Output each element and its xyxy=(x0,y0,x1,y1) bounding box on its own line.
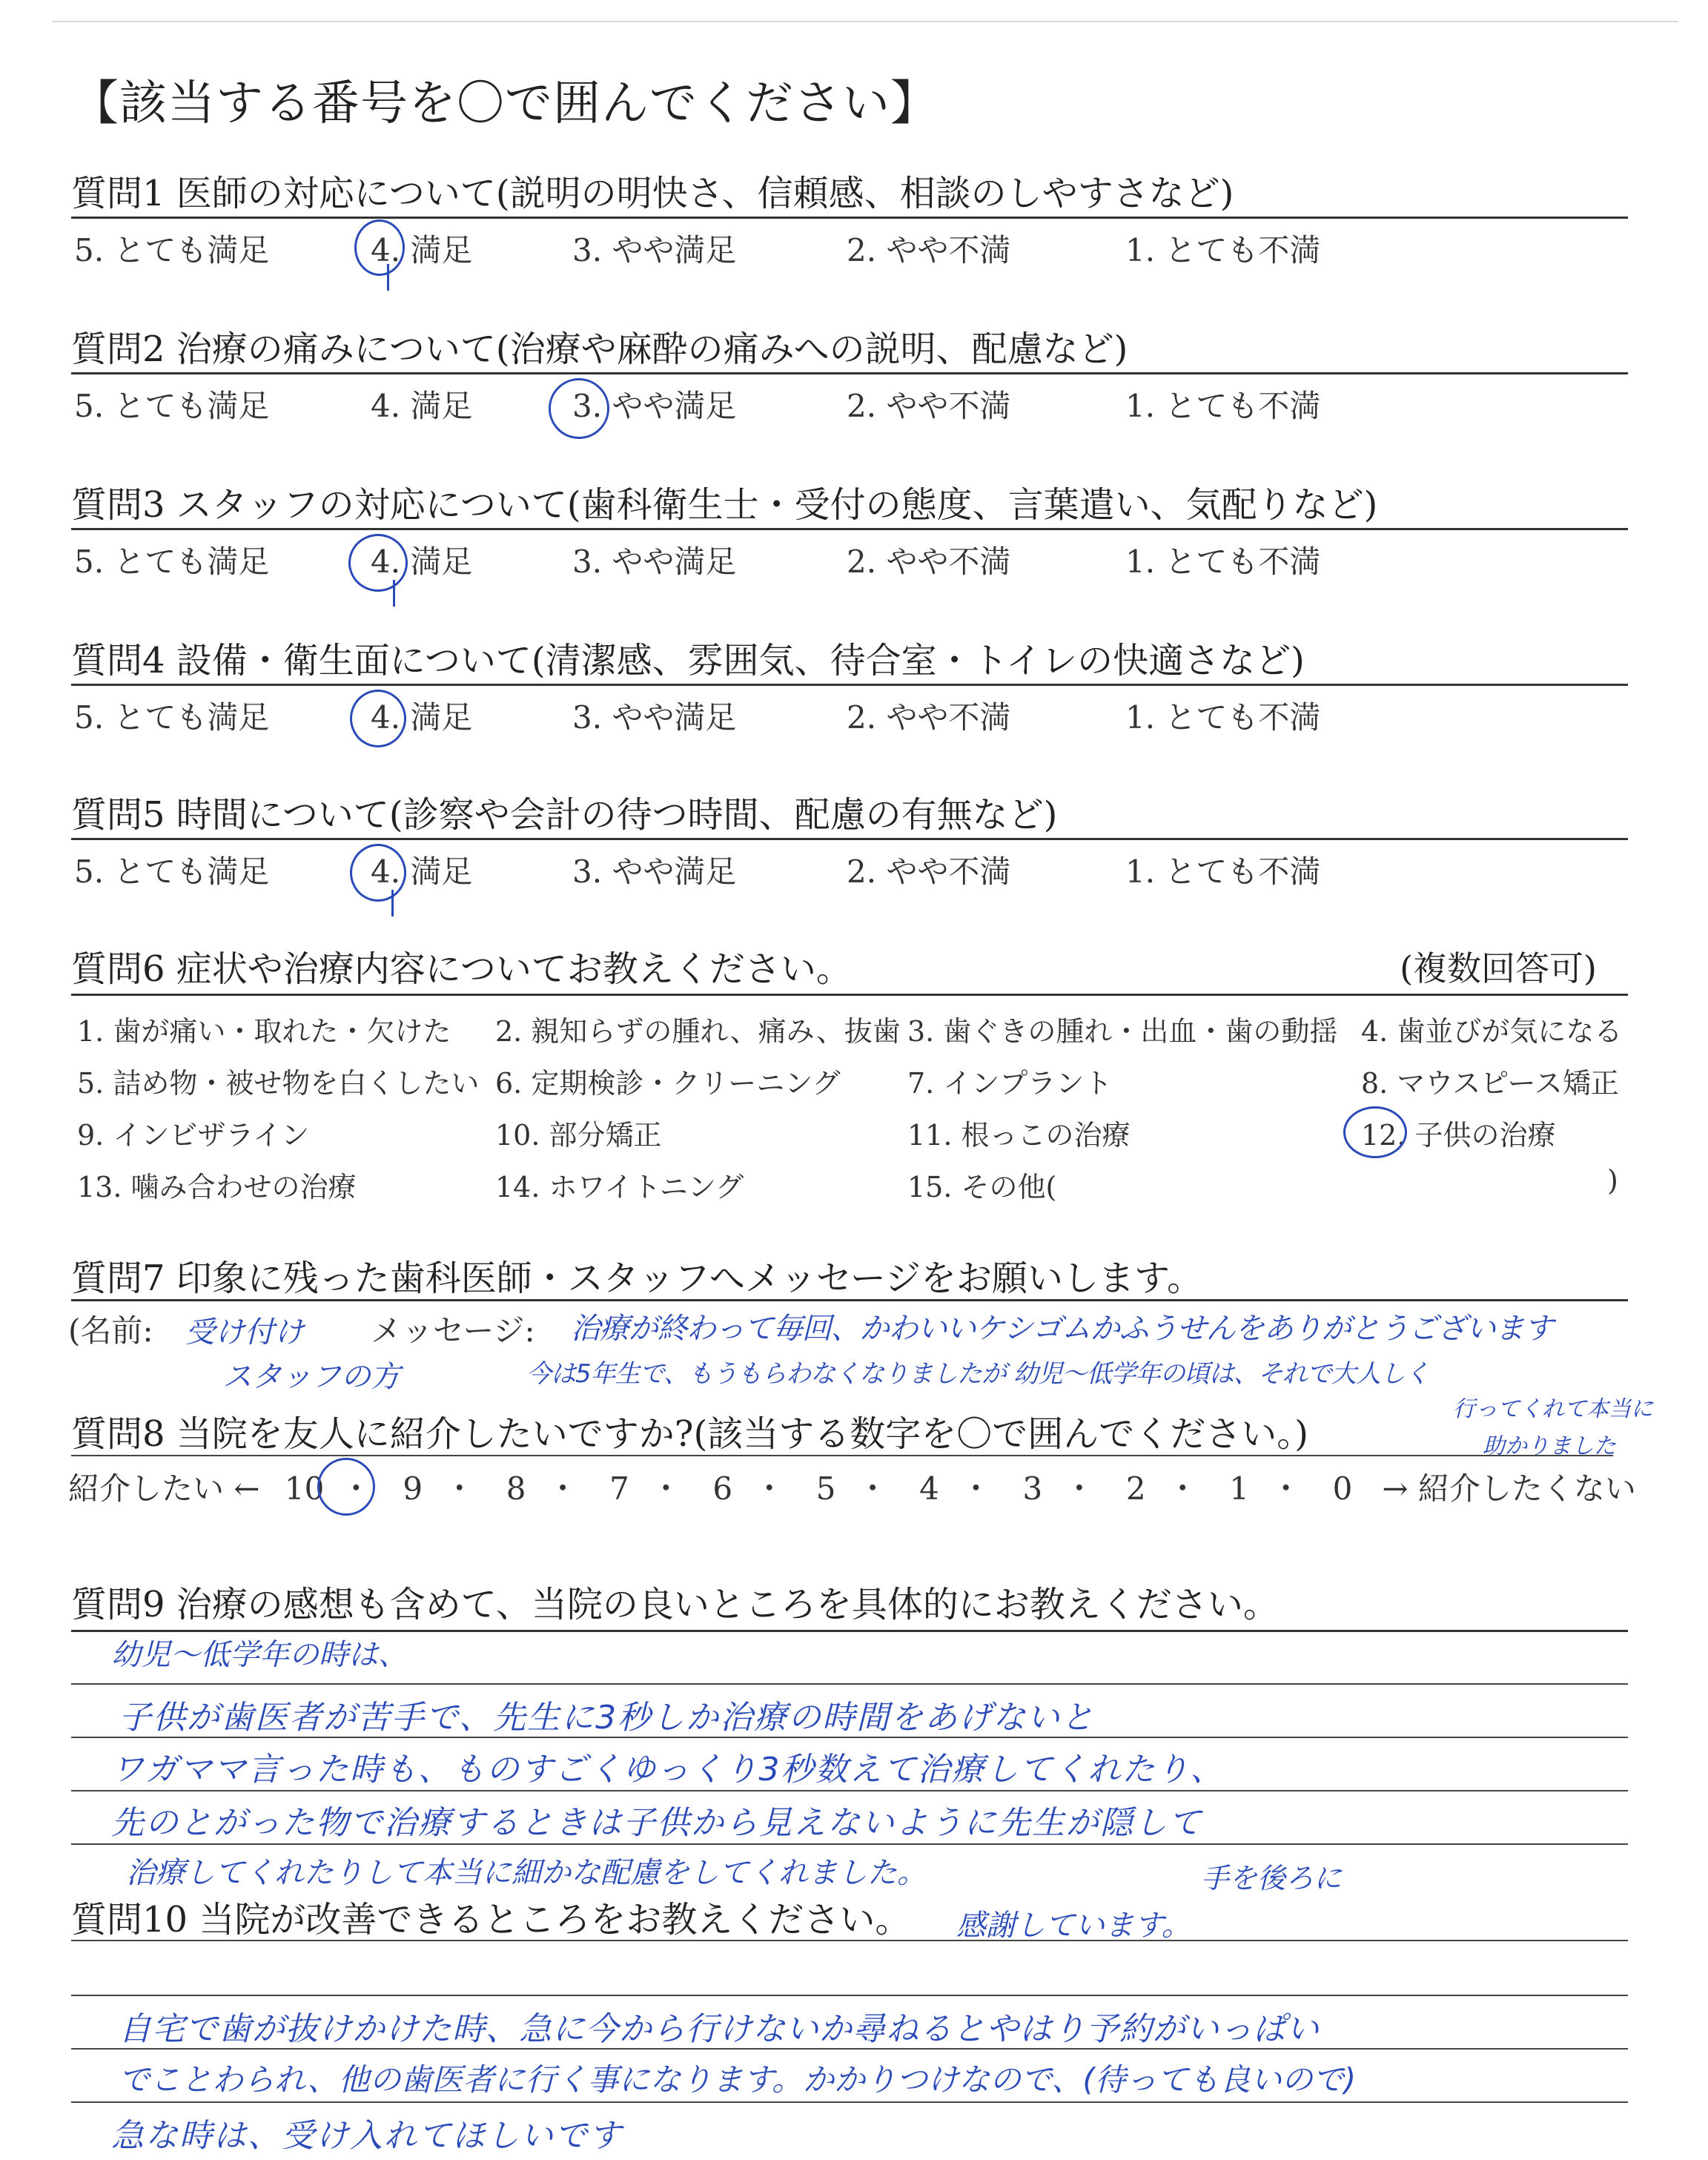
question-2-heading: 質問2 治療の痛みについて(治療や麻酔の痛みへの説明、配慮など) xyxy=(71,328,1128,370)
q1-option-1[interactable]: 1. とても不満 xyxy=(1125,232,1321,268)
q6-option-12[interactable]: 12. 子供の治療 xyxy=(1361,1119,1556,1152)
q4-option-5[interactable]: 5. とても満足 xyxy=(74,699,270,736)
q9-handwriting-5[interactable]: 治療してくれたりして本当に細かな配慮をしてくれました。 xyxy=(126,1856,927,1890)
page-title: 【該当する番号を〇で囲んでください】 xyxy=(71,76,939,131)
q9-handwriting-3[interactable]: ワガママ言った時も、ものすごくゆっくり3秒数えて治療してくれたり、 xyxy=(111,1751,1225,1789)
question-1-heading: 質問1 医師の対応について(説明の明快さ、信頼感、相談のしやすさなど) xyxy=(71,173,1234,214)
q2-option-3[interactable]: 3. やや満足 xyxy=(572,388,737,424)
q6-option-1[interactable]: 1. 歯が痛い・取れた・欠けた xyxy=(77,1015,451,1048)
q1-answer-circle-tail xyxy=(387,264,389,291)
q7-message-handwriting-1[interactable]: 治療が終わって毎回、かわいいケシゴムかふうせんをありがとうございます xyxy=(571,1312,1553,1346)
q7-message-handwriting-2[interactable]: 今は5年生で、もうもらわなくなりましたが 幼児〜低学年の頃は、それで大人しく xyxy=(526,1359,1429,1389)
q5-option-4[interactable]: 4. 満足 xyxy=(371,853,473,890)
q6-option-14[interactable]: 14. ホワイトニング xyxy=(495,1171,744,1203)
q6-answer-circle xyxy=(1343,1106,1407,1158)
q1-answer-circle xyxy=(354,219,405,276)
q10-line-2 xyxy=(71,1995,1628,1996)
q8-option-9[interactable]: 9 xyxy=(403,1470,423,1507)
q3-option-5[interactable]: 5. とても満足 xyxy=(74,544,270,580)
q4-option-4[interactable]: 4. 満足 xyxy=(371,699,473,736)
question-8-heading: 質問8 当院を友人に紹介したいですか?(該当する数字を〇で囲んでください。) xyxy=(71,1413,1308,1455)
q4-answer-circle xyxy=(350,690,406,747)
q8-option-8[interactable]: 8 xyxy=(506,1470,526,1507)
q4-option-2[interactable]: 2. やや不満 xyxy=(847,699,1011,736)
q6-option-13[interactable]: 13. 噛み合わせの治療 xyxy=(77,1171,357,1203)
q7-name-label: (名前: xyxy=(68,1312,153,1349)
q7-message-handwriting-4[interactable]: 助かりました xyxy=(1483,1433,1616,1459)
q3-option-4[interactable]: 4. 満足 xyxy=(371,544,473,580)
q1-option-4[interactable]: 4. 満足 xyxy=(371,232,473,268)
q8-option-1[interactable]: 1 xyxy=(1229,1470,1249,1507)
q10-line-1 xyxy=(71,1940,1628,1941)
q6-option-8[interactable]: 8. マウスピース矯正 xyxy=(1361,1067,1619,1100)
question-6-heading: 質問6 症状や治療内容についてお教えください。 xyxy=(71,948,852,990)
q9-handwriting-insert[interactable]: 手を後ろに xyxy=(1201,1862,1343,1895)
q2-option-4[interactable]: 4. 満足 xyxy=(371,388,473,424)
q6-option-2[interactable]: 2. 親知らずの腫れ、痛み、抜歯 xyxy=(495,1015,901,1048)
q6-option-5[interactable]: 5. 詰め物・被せ物を白くしたい xyxy=(77,1067,480,1100)
question-5-heading: 質問5 時間について(診察や会計の待つ時間、配慮の有無など) xyxy=(71,794,1058,836)
q3-option-1[interactable]: 1. とても不満 xyxy=(1125,544,1321,580)
question-3-heading: 質問3 スタッフの対応について(歯科衛生士・受付の態度、言葉遣い、気配りなど) xyxy=(71,484,1378,526)
q6-option-3[interactable]: 3. 歯ぐきの腫れ・出血・歯の動揺 xyxy=(907,1015,1338,1048)
q7-message-label: メッセージ: xyxy=(371,1312,535,1349)
q5-option-5[interactable]: 5. とても満足 xyxy=(74,853,270,890)
q8-left-label: 紹介したい ← xyxy=(68,1470,260,1507)
q1-option-3[interactable]: 3. やや満足 xyxy=(572,232,737,268)
q2-option-1[interactable]: 1. とても不満 xyxy=(1125,388,1321,424)
q5-answer-circle xyxy=(350,844,406,902)
q10-handwriting-1[interactable]: 自宅で歯が抜けかけた時、急に今から行けないか尋ねるとやはり予約がいっぱい xyxy=(119,2010,1320,2048)
q9-line-4 xyxy=(71,1790,1628,1791)
q4-option-3[interactable]: 3. やや満足 xyxy=(572,699,737,736)
question-2-rule xyxy=(71,372,1628,374)
q3-option-3[interactable]: 3. やや満足 xyxy=(572,544,737,580)
q5-option-2[interactable]: 2. やや不満 xyxy=(847,853,1011,890)
question-3-rule xyxy=(71,528,1628,530)
q8-option-6[interactable]: 6 xyxy=(712,1470,733,1507)
q1-option-2[interactable]: 2. やや不満 xyxy=(847,232,1011,268)
q9-handwriting-2[interactable]: 子供が歯医者が苦手で、先生に3秒しか治療の時間をあげないと xyxy=(119,1699,1096,1737)
q6-option-9[interactable]: 9. インビザライン xyxy=(77,1119,310,1152)
q2-option-5[interactable]: 5. とても満足 xyxy=(74,388,270,424)
q6-option-11[interactable]: 11. 根っこの治療 xyxy=(907,1119,1131,1152)
q3-answer-circle-tail xyxy=(393,580,395,607)
question-6-note: (複数回答可) xyxy=(1400,948,1597,988)
question-1-rule xyxy=(71,217,1628,219)
q10-handwriting-2[interactable]: でことわられ、他の歯医者に行く事になります。かかりつけなので、(待っても良いので) xyxy=(119,2061,1357,2098)
top-border xyxy=(52,21,1678,22)
q5-option-1[interactable]: 1. とても不満 xyxy=(1125,853,1321,890)
q6-option-7[interactable]: 7. インプラント xyxy=(907,1067,1113,1100)
q9-handwriting-6[interactable]: 感謝しています。 xyxy=(956,1909,1191,1943)
q1-option-5[interactable]: 5. とても満足 xyxy=(74,232,270,268)
q8-scale: 紹介したい ← 10 ・ 9 ・ 8 ・ 7 ・ 6 ・ 5 ・ 4 ・ 3 ・ 2 ・ 1 ・ 0 → 紹介したくない xyxy=(68,1470,1636,1507)
q4-option-1[interactable]: 1. とても不満 xyxy=(1125,699,1321,736)
q6-option-6[interactable]: 6. 定期検診・クリーニング xyxy=(495,1067,841,1100)
question-7-heading: 質問7 印象に残った歯科医師・スタッフへメッセージをお願いします。 xyxy=(71,1258,1203,1299)
question-10-heading: 質問10 当院が改善できるところをお教えください。 xyxy=(71,1899,911,1941)
q8-option-2[interactable]: 2 xyxy=(1125,1470,1146,1507)
q9-line-5 xyxy=(71,1843,1628,1845)
q8-option-0[interactable]: 0 xyxy=(1332,1470,1353,1507)
q10-handwriting-3[interactable]: 急な時は、受け入れてほしいです xyxy=(111,2117,623,2155)
q8-option-3[interactable]: 3 xyxy=(1022,1470,1043,1507)
q2-option-2[interactable]: 2. やや不満 xyxy=(847,388,1011,424)
q9-line-2 xyxy=(71,1683,1628,1685)
q6-option-4[interactable]: 4. 歯並びが気になる xyxy=(1361,1015,1623,1048)
q7-name-handwriting-1[interactable]: 受け付け xyxy=(185,1315,304,1350)
q8-right-label: → 紹介したくない xyxy=(1382,1470,1636,1507)
q9-handwriting-4[interactable]: 先のとがった物で治療するときは子供から見えないように先生が隠して xyxy=(111,1804,1202,1842)
q6-option-10[interactable]: 10. 部分矯正 xyxy=(495,1119,662,1152)
q9-handwriting-1[interactable]: 幼児〜低学年の時は、 xyxy=(111,1638,408,1672)
q7-message-handwriting-3[interactable]: 行ってくれて本当に xyxy=(1453,1396,1653,1422)
q10-line-4 xyxy=(71,2101,1628,2103)
q7-name-handwriting-2[interactable]: スタッフの方 xyxy=(222,1360,400,1394)
q8-option-5[interactable]: 5 xyxy=(815,1470,836,1507)
q5-answer-circle-tail xyxy=(391,890,394,916)
q6-option-15-close: ) xyxy=(1607,1164,1618,1197)
question-9-heading: 質問9 治療の感想も含めて、当院の良いところを具体的にお教えください。 xyxy=(71,1584,1279,1625)
question-6-rule xyxy=(71,994,1628,996)
q2-answer-circle xyxy=(549,378,609,439)
q8-option-10[interactable]: 10 xyxy=(284,1470,325,1507)
question-7-rule xyxy=(71,1299,1628,1301)
q8-option-7[interactable]: 7 xyxy=(609,1470,629,1507)
q3-answer-circle xyxy=(348,534,408,592)
question-5-rule xyxy=(71,838,1628,840)
question-4-heading: 質問4 設備・衛生面について(清潔感、雰囲気、待合室・トイレの快適さなど) xyxy=(71,640,1305,681)
q6-option-15[interactable]: 15. その他( xyxy=(907,1171,1057,1203)
q5-option-3[interactable]: 3. やや満足 xyxy=(572,853,737,890)
q8-answer-circle xyxy=(317,1458,375,1516)
q8-option-4[interactable]: 4 xyxy=(919,1470,939,1507)
question-8-rule xyxy=(71,1455,1613,1456)
question-4-rule xyxy=(71,684,1628,686)
q3-option-2[interactable]: 2. やや不満 xyxy=(847,544,1011,580)
